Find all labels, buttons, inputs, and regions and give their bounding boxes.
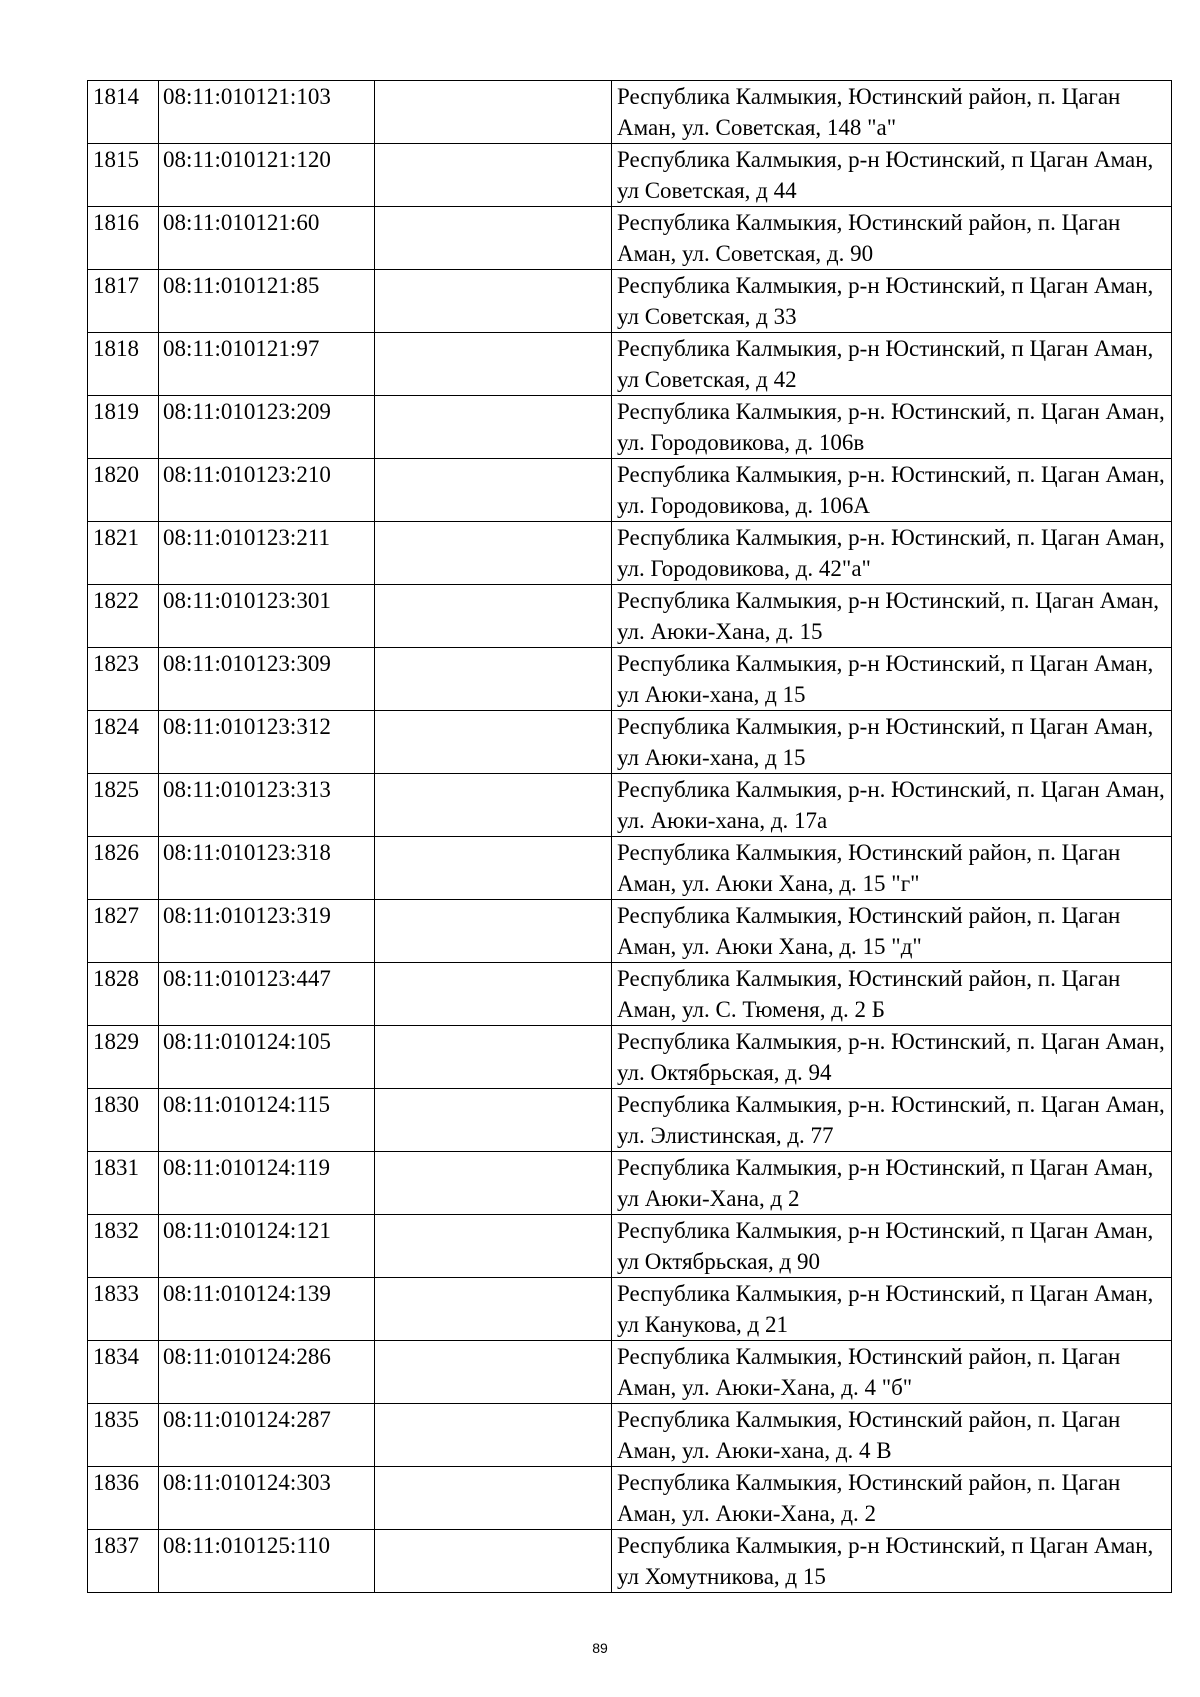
cadastral-number-cell: 08:11:010124:121 [159,1215,375,1278]
row-number-cell: 1833 [88,1278,159,1341]
empty-cell [375,1341,612,1404]
empty-cell [375,333,612,396]
cadastral-number-cell: 08:11:010124:287 [159,1404,375,1467]
address-cell: Республика Калмыкия, р-н Юстинский, п Цаган Аман, ул Аюки-Хана, д 2 [612,1152,1172,1215]
empty-cell [375,522,612,585]
empty-cell [375,207,612,270]
cadastral-number-cell: 08:11:010121:85 [159,270,375,333]
address-cell: Республика Калмыкия, Юстинский район, п. Цаган Аман, ул. Аюки-хана, д. 4 В [612,1404,1172,1467]
row-number-cell: 1818 [88,333,159,396]
table-row [88,396,1172,459]
cadastral-number-cell: 08:11:010123:211 [159,522,375,585]
row-number-cell: 1831 [88,1152,159,1215]
table-row [88,1089,1172,1152]
table-row [88,900,1172,963]
table-row [88,144,1172,207]
row-number-cell: 1821 [88,522,159,585]
address-cell: Республика Калмыкия, Юстинский район, п. Цаган Аман, ул. Аюки-Хана, д. 2 [612,1467,1172,1530]
table-row [88,1341,1172,1404]
empty-cell [375,1089,612,1152]
empty-cell [375,1530,612,1593]
address-cell: Республика Калмыкия, р-н Юстинский, п Цаган Аман, ул Аюки-хана, д 15 [612,711,1172,774]
empty-cell [375,1404,612,1467]
cadastral-number-cell: 08:11:010123:319 [159,900,375,963]
cadastral-number-cell: 08:11:010123:301 [159,585,375,648]
address-cell: Республика Калмыкия, Юстинский район, п. Цаган Аман, ул. Советская, 148 "а" [612,81,1172,144]
empty-cell [375,396,612,459]
address-cell: Республика Калмыкия, р-н Юстинский, п Цаган Аман, ул Октябрьская, д 90 [612,1215,1172,1278]
cadastral-number-cell: 08:11:010123:209 [159,396,375,459]
row-number-cell: 1836 [88,1467,159,1530]
row-number-cell: 1825 [88,774,159,837]
table-row [88,1404,1172,1467]
cadastral-number-cell: 08:11:010121:97 [159,333,375,396]
page-number: 89 [592,1640,608,1656]
address-cell: Республика Калмыкия, Юстинский район, п. Цаган Аман, ул. Советская, д. 90 [612,207,1172,270]
row-number-cell: 1829 [88,1026,159,1089]
row-number-cell: 1819 [88,396,159,459]
table-row [88,648,1172,711]
address-cell: Республика Калмыкия, р-н. Юстинский, п. Цаган Аман, ул. Городовикова, д. 106в [612,396,1172,459]
row-number-cell: 1827 [88,900,159,963]
row-number-cell: 1822 [88,585,159,648]
row-number-cell: 1823 [88,648,159,711]
empty-cell [375,837,612,900]
cadastral-number-cell: 08:11:010121:120 [159,144,375,207]
row-number-cell: 1824 [88,711,159,774]
table-row [88,963,1172,1026]
table-row [88,1215,1172,1278]
address-cell: Республика Калмыкия, р-н Юстинский, п Цаган Аман, ул Аюки-хана, д 15 [612,648,1172,711]
address-cell: Республика Калмыкия, р-н Юстинский, п Цаган Аман, ул Советская, д 44 [612,144,1172,207]
table-row [88,774,1172,837]
row-number-cell: 1820 [88,459,159,522]
address-cell: Республика Калмыкия, р-н. Юстинский, п. Цаган Аман, ул. Городовикова, д. 42"а" [612,522,1172,585]
empty-cell [375,774,612,837]
table-row [88,1467,1172,1530]
row-number-cell: 1814 [88,81,159,144]
table-row [88,459,1172,522]
empty-cell [375,81,612,144]
cadastral-number-cell: 08:11:010123:309 [159,648,375,711]
address-cell: Республика Калмыкия, р-н Юстинский, п Цаган Аман, ул Советская, д 42 [612,333,1172,396]
empty-cell [375,963,612,1026]
cadastral-number-cell: 08:11:010125:110 [159,1530,375,1593]
row-number-cell: 1832 [88,1215,159,1278]
table-row [88,1152,1172,1215]
empty-cell [375,1467,612,1530]
registry-table [87,80,1172,1593]
empty-cell [375,585,612,648]
address-cell: Республика Калмыкия, р-н. Юстинский, п. Цаган Аман, ул. Элистинская, д. 77 [612,1089,1172,1152]
table-row [88,1530,1172,1593]
table-row [88,522,1172,585]
cadastral-number-cell: 08:11:010123:318 [159,837,375,900]
row-number-cell: 1837 [88,1530,159,1593]
cadastral-number-cell: 08:11:010124:139 [159,1278,375,1341]
registry-table-body [88,81,1172,1593]
table-row [88,1026,1172,1089]
row-number-cell: 1816 [88,207,159,270]
row-number-cell: 1826 [88,837,159,900]
row-number-cell: 1830 [88,1089,159,1152]
empty-cell [375,648,612,711]
row-number-cell: 1835 [88,1404,159,1467]
table-row [88,270,1172,333]
table-row [88,1278,1172,1341]
address-cell: Республика Калмыкия, Юстинский район, п. Цаган Аман, ул. С. Тюменя, д. 2 Б [612,963,1172,1026]
empty-cell [375,1152,612,1215]
cadastral-number-cell: 08:11:010124:286 [159,1341,375,1404]
table-row [88,333,1172,396]
table-row [88,837,1172,900]
address-cell: Республика Калмыкия, р-н. Юстинский, п. Цаган Аман, ул. Городовикова, д. 106А [612,459,1172,522]
cadastral-number-cell: 08:11:010123:312 [159,711,375,774]
cadastral-number-cell: 08:11:010124:105 [159,1026,375,1089]
row-number-cell: 1828 [88,963,159,1026]
empty-cell [375,459,612,522]
empty-cell [375,900,612,963]
table-row [88,585,1172,648]
empty-cell [375,711,612,774]
empty-cell [375,1278,612,1341]
address-cell: Республика Калмыкия, р-н. Юстинский, п. Цаган Аман, ул. Октябрьская, д. 94 [612,1026,1172,1089]
address-cell: Республика Калмыкия, р-н. Юстинский, п. Цаган Аман, ул. Аюки-хана, д. 17а [612,774,1172,837]
empty-cell [375,1215,612,1278]
address-cell: Республика Калмыкия, р-н Юстинский, п Цаган Аман, ул Канукова, д 21 [612,1278,1172,1341]
address-cell: Республика Калмыкия, р-н Юстинский, п. Цаган Аман, ул. Аюки-Хана, д. 15 [612,585,1172,648]
cadastral-number-cell: 08:11:010123:313 [159,774,375,837]
cadastral-number-cell: 08:11:010124:303 [159,1467,375,1530]
cadastral-number-cell: 08:11:010124:115 [159,1089,375,1152]
address-cell: Республика Калмыкия, Юстинский район, п. Цаган Аман, ул. Аюки Хана, д. 15 "г" [612,837,1172,900]
address-cell: Республика Калмыкия, Юстинский район, п. Цаган Аман, ул. Аюки-Хана, д. 4 "б" [612,1341,1172,1404]
address-cell: Республика Калмыкия, Юстинский район, п. Цаган Аман, ул. Аюки Хана, д. 15 "д" [612,900,1172,963]
empty-cell [375,1026,612,1089]
cadastral-number-cell: 08:11:010124:119 [159,1152,375,1215]
row-number-cell: 1815 [88,144,159,207]
row-number-cell: 1834 [88,1341,159,1404]
cadastral-number-cell: 08:11:010121:103 [159,81,375,144]
cadastral-number-cell: 08:11:010123:210 [159,459,375,522]
table-row [88,711,1172,774]
cadastral-number-cell: 08:11:010123:447 [159,963,375,1026]
empty-cell [375,270,612,333]
row-number-cell: 1817 [88,270,159,333]
address-cell: Республика Калмыкия, р-н Юстинский, п Цаган Аман, ул Хомутникова, д 15 [612,1530,1172,1593]
address-cell: Республика Калмыкия, р-н Юстинский, п Цаган Аман, ул Советская, д 33 [612,270,1172,333]
table-row [88,81,1172,144]
empty-cell [375,144,612,207]
table-row [88,207,1172,270]
cadastral-number-cell: 08:11:010121:60 [159,207,375,270]
